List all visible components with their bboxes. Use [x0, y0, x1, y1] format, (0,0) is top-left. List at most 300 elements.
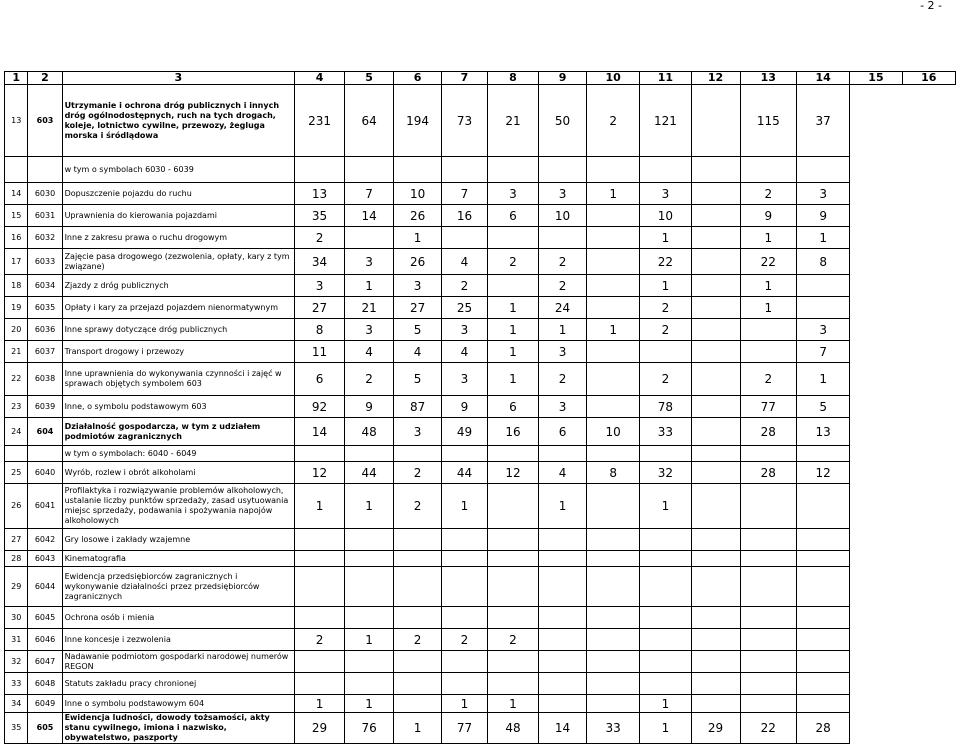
value-cell: [442, 446, 488, 462]
description-cell: Inne, o symbolu podstawowym 603: [62, 396, 294, 418]
column-header: 7: [442, 72, 488, 85]
value-cell: [691, 249, 740, 275]
value-cell: 1: [442, 695, 488, 713]
value-cell: [587, 551, 640, 567]
value-cell: 1: [640, 484, 691, 529]
value-cell: [587, 651, 640, 673]
value-cell: [691, 529, 740, 551]
row-number: 22: [5, 363, 28, 396]
value-cell: [539, 551, 587, 567]
value-cell: 2: [294, 629, 344, 651]
value-cell: [442, 567, 488, 607]
table-row: [5, 673, 956, 695]
value-cell: 2: [394, 629, 442, 651]
table-row: [5, 297, 956, 319]
value-cell: [691, 446, 740, 462]
value-cell: 13: [797, 418, 850, 446]
value-cell: 3: [640, 183, 691, 205]
page-number: - 2 -: [920, 0, 942, 12]
value-cell: [345, 529, 394, 551]
table-row: [5, 695, 956, 713]
value-cell: [587, 446, 640, 462]
row-number: 23: [5, 396, 28, 418]
value-cell: [640, 341, 691, 363]
symbol-cell: 6036: [28, 319, 62, 341]
description-cell: Uprawnienia do kierowania pojazdami: [62, 205, 294, 227]
value-cell: 22: [740, 713, 797, 744]
value-cell: 49: [442, 418, 488, 446]
value-cell: [487, 651, 538, 673]
value-cell: 27: [294, 297, 344, 319]
value-cell: 10: [587, 418, 640, 446]
value-cell: [691, 319, 740, 341]
table-row: [5, 275, 956, 297]
value-cell: 1: [487, 363, 538, 396]
value-cell: 9: [442, 396, 488, 418]
value-cell: 3: [487, 183, 538, 205]
table-row: [5, 484, 956, 529]
value-cell: 33: [640, 418, 691, 446]
value-cell: [442, 157, 488, 183]
value-cell: 1: [539, 484, 587, 529]
header-row: [5, 72, 956, 85]
value-cell: 35: [294, 205, 344, 227]
value-cell: [442, 529, 488, 551]
value-cell: 12: [487, 462, 538, 484]
value-cell: [394, 551, 442, 567]
value-cell: [640, 551, 691, 567]
description-cell: Transport drogowy i przewozy: [62, 341, 294, 363]
value-cell: 1: [345, 629, 394, 651]
value-cell: [797, 297, 850, 319]
value-cell: [691, 227, 740, 249]
value-cell: 4: [442, 341, 488, 363]
value-cell: 5: [394, 319, 442, 341]
value-cell: [587, 227, 640, 249]
value-cell: [294, 446, 344, 462]
value-cell: 50: [539, 85, 587, 157]
value-cell: 1: [294, 484, 344, 529]
row-number: 33: [5, 673, 28, 695]
description-cell: Statuts zakładu pracy chronionej: [62, 673, 294, 695]
value-cell: [691, 462, 740, 484]
table-row: [5, 363, 956, 396]
value-cell: 21: [345, 297, 394, 319]
value-cell: [740, 484, 797, 529]
value-cell: 16: [442, 205, 488, 227]
value-cell: [587, 157, 640, 183]
value-cell: 4: [345, 341, 394, 363]
value-cell: [294, 551, 344, 567]
value-cell: 21: [487, 85, 538, 157]
value-cell: [487, 567, 538, 607]
row-number: [5, 157, 28, 183]
value-cell: 5: [394, 363, 442, 396]
value-cell: 16: [487, 418, 538, 446]
value-cell: [442, 673, 488, 695]
symbol-cell: 6043: [28, 551, 62, 567]
row-number: 13: [5, 85, 28, 157]
value-cell: [587, 484, 640, 529]
row-number: 25: [5, 462, 28, 484]
value-cell: 2: [640, 297, 691, 319]
value-cell: [797, 275, 850, 297]
symbol-cell: 6030: [28, 183, 62, 205]
table-row: [5, 551, 956, 567]
value-cell: [797, 695, 850, 713]
description-cell: Profilaktyka i rozwiązywanie problemów alkoholowych, ustalanie liczby punktów sprzedaży, zasad usytuowania miejsc sprzedaży, podawania i spożywania napojów alkoholowych: [62, 484, 294, 529]
value-cell: [797, 629, 850, 651]
table-row: [5, 183, 956, 205]
value-cell: 2: [740, 363, 797, 396]
value-cell: [740, 551, 797, 567]
description-cell: Zajęcie pasa drogowego (zezwolenia, opłaty, kary z tym związane): [62, 249, 294, 275]
value-cell: [587, 205, 640, 227]
value-cell: 10: [640, 205, 691, 227]
description-cell: Działalność gospodarcza, w tym z udziałem podmiotów zagranicznych: [62, 418, 294, 446]
value-cell: 3: [539, 396, 587, 418]
value-cell: [394, 695, 442, 713]
value-cell: 1: [797, 227, 850, 249]
value-cell: [394, 567, 442, 607]
description-cell: Opłaty i kary za przejazd pojazdem nienormatywnym: [62, 297, 294, 319]
value-cell: [487, 551, 538, 567]
value-cell: 34: [294, 249, 344, 275]
value-cell: 6: [539, 418, 587, 446]
symbol-cell: 6035: [28, 297, 62, 319]
description-cell: Dopuszczenie pojazdu do ruchu: [62, 183, 294, 205]
table-row: [5, 529, 956, 551]
value-cell: [587, 629, 640, 651]
value-cell: 22: [740, 249, 797, 275]
table-row: [5, 85, 956, 157]
description-cell: Inne z zakresu prawa o ruchu drogowym: [62, 227, 294, 249]
value-cell: [539, 629, 587, 651]
value-cell: [394, 157, 442, 183]
value-cell: 1: [487, 297, 538, 319]
value-cell: [797, 157, 850, 183]
value-cell: [740, 319, 797, 341]
value-cell: 2: [294, 227, 344, 249]
value-cell: 3: [294, 275, 344, 297]
value-cell: 9: [345, 396, 394, 418]
value-cell: [442, 227, 488, 249]
value-cell: 33: [587, 713, 640, 744]
value-cell: 1: [740, 227, 797, 249]
value-cell: 1: [539, 319, 587, 341]
symbol-cell: 6045: [28, 607, 62, 629]
column-header: 6: [394, 72, 442, 85]
row-number: 18: [5, 275, 28, 297]
table-row: [5, 227, 956, 249]
value-cell: [587, 529, 640, 551]
value-cell: 6: [487, 396, 538, 418]
value-cell: 1: [797, 363, 850, 396]
value-cell: [294, 529, 344, 551]
value-cell: [797, 529, 850, 551]
value-cell: 2: [442, 629, 488, 651]
value-cell: 12: [294, 462, 344, 484]
value-cell: [487, 484, 538, 529]
value-cell: 14: [539, 713, 587, 744]
value-cell: [345, 567, 394, 607]
value-cell: 44: [345, 462, 394, 484]
value-cell: 1: [640, 713, 691, 744]
value-cell: 8: [797, 249, 850, 275]
value-cell: 1: [394, 713, 442, 744]
description-cell: w tym o symbolach 6030 - 6039: [62, 157, 294, 183]
value-cell: [640, 673, 691, 695]
value-cell: [487, 607, 538, 629]
column-header: 5: [345, 72, 394, 85]
value-cell: [539, 157, 587, 183]
value-cell: [640, 529, 691, 551]
value-cell: [394, 673, 442, 695]
value-cell: [394, 446, 442, 462]
value-cell: [587, 341, 640, 363]
value-cell: 1: [345, 484, 394, 529]
value-cell: [487, 529, 538, 551]
column-header: 2: [28, 72, 62, 85]
value-cell: [691, 363, 740, 396]
description-cell: Ewidencja ludności, dowody tożsamości, akty stanu cywilnego, imiona i nazwisko, obywatelstwo, paszporty: [62, 713, 294, 744]
value-cell: [740, 651, 797, 673]
value-cell: 26: [394, 205, 442, 227]
value-cell: [691, 341, 740, 363]
value-cell: [640, 446, 691, 462]
value-cell: [640, 651, 691, 673]
description-cell: Ewidencja przedsiębiorców zagranicznych i wykonywanie działalności przez przedsiębiorców zagranicznych: [62, 567, 294, 607]
symbol-cell: [28, 157, 62, 183]
value-cell: 2: [487, 249, 538, 275]
symbol-cell: 6048: [28, 673, 62, 695]
symbol-cell: [28, 446, 62, 462]
value-cell: 1: [740, 297, 797, 319]
value-cell: [691, 484, 740, 529]
value-cell: [740, 529, 797, 551]
value-cell: 10: [539, 205, 587, 227]
column-header: 13: [740, 72, 797, 85]
value-cell: [442, 651, 488, 673]
value-cell: [797, 673, 850, 695]
value-cell: [691, 396, 740, 418]
row-number: 17: [5, 249, 28, 275]
value-cell: 76: [345, 713, 394, 744]
row-number: 19: [5, 297, 28, 319]
column-header: 11: [640, 72, 691, 85]
value-cell: [587, 695, 640, 713]
value-cell: 1: [640, 695, 691, 713]
row-number: [5, 446, 28, 462]
value-cell: [294, 157, 344, 183]
value-cell: [587, 396, 640, 418]
value-cell: [691, 275, 740, 297]
value-cell: [487, 446, 538, 462]
value-cell: 1: [487, 695, 538, 713]
value-cell: 7: [797, 341, 850, 363]
symbol-cell: 6034: [28, 275, 62, 297]
value-cell: [740, 341, 797, 363]
value-cell: 14: [294, 418, 344, 446]
value-cell: [345, 651, 394, 673]
row-number: 20: [5, 319, 28, 341]
value-cell: 2: [640, 319, 691, 341]
row-number: 26: [5, 484, 28, 529]
value-cell: 1: [487, 319, 538, 341]
value-cell: [587, 249, 640, 275]
table-row: [5, 157, 956, 183]
column-header: 1: [5, 72, 28, 85]
table-row: [5, 418, 956, 446]
value-cell: 48: [345, 418, 394, 446]
table-row: [5, 205, 956, 227]
value-cell: 194: [394, 85, 442, 157]
value-cell: 1: [294, 695, 344, 713]
value-cell: [691, 157, 740, 183]
table-row: [5, 396, 956, 418]
value-cell: [539, 529, 587, 551]
value-cell: 8: [294, 319, 344, 341]
value-cell: 29: [294, 713, 344, 744]
symbol-cell: 604: [28, 418, 62, 446]
value-cell: [394, 529, 442, 551]
value-cell: 11: [294, 341, 344, 363]
description-cell: Inne uprawnienia do wykonywania czynności i zajęć w sprawach objętych symbolem 603: [62, 363, 294, 396]
value-cell: [691, 297, 740, 319]
row-number: 21: [5, 341, 28, 363]
value-cell: [640, 629, 691, 651]
value-cell: 1: [442, 484, 488, 529]
symbol-cell: 6044: [28, 567, 62, 607]
row-number: 28: [5, 551, 28, 567]
value-cell: [487, 673, 538, 695]
value-cell: [294, 673, 344, 695]
column-header: 9: [539, 72, 587, 85]
value-cell: [797, 551, 850, 567]
value-cell: 2: [442, 275, 488, 297]
column-header: 14: [797, 72, 850, 85]
value-cell: 231: [294, 85, 344, 157]
description-cell: Inne o symbolu podstawowym 604: [62, 695, 294, 713]
value-cell: 3: [797, 183, 850, 205]
column-header: 8: [487, 72, 538, 85]
value-cell: 3: [442, 363, 488, 396]
value-cell: 2: [539, 275, 587, 297]
value-cell: 29: [691, 713, 740, 744]
value-cell: 2: [487, 629, 538, 651]
value-cell: 3: [539, 183, 587, 205]
value-cell: 64: [345, 85, 394, 157]
value-cell: 2: [539, 363, 587, 396]
row-number: 31: [5, 629, 28, 651]
value-cell: [640, 607, 691, 629]
value-cell: 77: [442, 713, 488, 744]
value-cell: 3: [797, 319, 850, 341]
value-cell: [691, 551, 740, 567]
value-cell: 1: [640, 275, 691, 297]
description-cell: Utrzymanie i ochrona dróg publicznych i innych dróg ogólnodostępnych, ruch na tych drogach, koleje, lotnictwo cywilne, przewozy, żegluga morska i śródlądowa: [62, 85, 294, 157]
value-cell: 24: [539, 297, 587, 319]
description-cell: w tym o symbolach: 6040 - 6049: [62, 446, 294, 462]
value-cell: [691, 183, 740, 205]
value-cell: 1: [487, 341, 538, 363]
row-number: 35: [5, 713, 28, 744]
value-cell: 27: [394, 297, 442, 319]
value-cell: [691, 567, 740, 607]
value-cell: [294, 567, 344, 607]
description-cell: Gry losowe i zakłady wzajemne: [62, 529, 294, 551]
value-cell: [797, 567, 850, 607]
column-header: 10: [587, 72, 640, 85]
value-cell: [740, 673, 797, 695]
symbol-cell: 6037: [28, 341, 62, 363]
value-cell: 87: [394, 396, 442, 418]
value-cell: 3: [394, 418, 442, 446]
value-cell: 28: [797, 713, 850, 744]
value-cell: 6: [294, 363, 344, 396]
value-cell: 37: [797, 85, 850, 157]
value-cell: [587, 673, 640, 695]
value-cell: [640, 157, 691, 183]
value-cell: [345, 673, 394, 695]
value-cell: 3: [539, 341, 587, 363]
value-cell: [740, 629, 797, 651]
column-header: 16: [902, 72, 955, 85]
value-cell: [797, 607, 850, 629]
symbol-cell: 6049: [28, 695, 62, 713]
value-cell: [487, 227, 538, 249]
value-cell: 2: [345, 363, 394, 396]
table-row: [5, 446, 956, 462]
value-cell: 73: [442, 85, 488, 157]
row-number: 32: [5, 651, 28, 673]
value-cell: [691, 607, 740, 629]
value-cell: [539, 695, 587, 713]
table-row: [5, 319, 956, 341]
value-cell: 2: [394, 484, 442, 529]
value-cell: [797, 484, 850, 529]
symbol-cell: 6038: [28, 363, 62, 396]
value-cell: [691, 418, 740, 446]
value-cell: 2: [539, 249, 587, 275]
value-cell: 2: [740, 183, 797, 205]
value-cell: 10: [394, 183, 442, 205]
value-cell: [587, 363, 640, 396]
row-number: 34: [5, 695, 28, 713]
value-cell: [740, 157, 797, 183]
value-cell: [691, 85, 740, 157]
value-cell: [587, 607, 640, 629]
table-row: [5, 249, 956, 275]
value-cell: 3: [394, 275, 442, 297]
value-cell: 13: [294, 183, 344, 205]
description-cell: Nadawanie podmiotom gospodarki narodowej numerów REGON: [62, 651, 294, 673]
value-cell: [797, 446, 850, 462]
table-row: [5, 567, 956, 607]
value-cell: [487, 157, 538, 183]
value-cell: [740, 567, 797, 607]
value-cell: [587, 297, 640, 319]
symbol-cell: 6033: [28, 249, 62, 275]
value-cell: 48: [487, 713, 538, 744]
value-cell: 22: [640, 249, 691, 275]
value-cell: 1: [587, 183, 640, 205]
value-cell: 121: [640, 85, 691, 157]
row-number: 24: [5, 418, 28, 446]
value-cell: [394, 607, 442, 629]
table-row: [5, 629, 956, 651]
description-cell: Kinematografia: [62, 551, 294, 567]
